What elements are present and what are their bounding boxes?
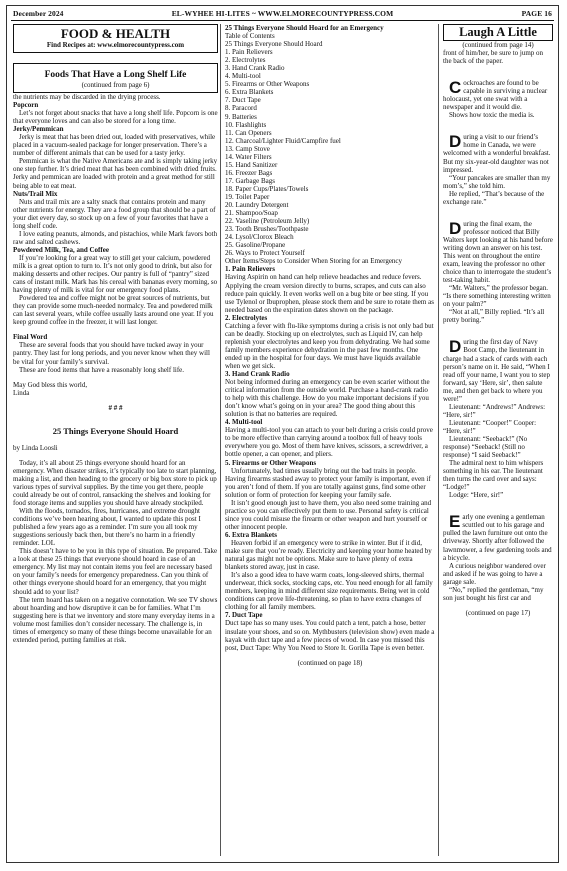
paragraph: Let’s not forget about snacks that have a long shelf life. Popcorn is one that everyone loves and can also be stored for a long time. (13, 109, 218, 126)
toc-item[interactable]: 10. Flashlights (225, 120, 267, 129)
paragraph: It’s also a good idea to have warm coats, long-sleeved shirts, thermal underwear, thick socks, stocking caps, etc. You need enough for all family members, keeping in mind different size requirements. Being wet in cold conditions can prove life-threatening, so plan to have extra changes of clothing for all family members. (225, 571, 433, 612)
article-divider: # # # (108, 403, 123, 412)
toc-item[interactable]: 14. Water Filters (225, 152, 272, 161)
paragraph: Today, it’s all about 25 things everyone should hoard for an emergency. When disaster strikes, it’s typically too late to start planning, making a list, and then heading to the grocery or big box store to pick up various types of survival supplies. By the time you get there, people could already be out of control, ransacking the shelves and looking for food storage items and supplies you should have already stockpiled. (13, 458, 217, 508)
toc-item[interactable]: 26. Ways to Protect Yourself (225, 249, 305, 258)
drop-cap: C (449, 78, 462, 98)
paragraph: Lieutenant: “Seeback!” (No response) “Seeback! (Still no response) “I said Seeback!” (443, 434, 528, 460)
paragraph: “Not at all,” Billy replied. “It’s all pretty boring.” (443, 308, 545, 325)
toc-item[interactable]: 25. Gasoline/Propane (225, 241, 286, 250)
toc-item[interactable]: 11. Can Openers (225, 128, 272, 137)
paragraph: With the floods, tornados, fires, hurricanes, and extreme drought conditions we’ve been hearing about, I wanted to update this post I published a few years ago as a reminder. I’m sure you all took my suggestions seriously back then, but there’s no harm in a friendly reminder. LOL (13, 507, 201, 548)
food-health-box (13, 24, 218, 53)
toc-item[interactable]: 13. Camp Stove (225, 144, 270, 153)
toc-item[interactable]: Other Items/Steps to Consider When Storing for an Emergency (225, 257, 403, 266)
toc-item[interactable]: 17. Garbage Bags (225, 176, 275, 185)
paragraph: Catching a fever with flu-like symptoms during a crisis is not only bad but can be deadly. Stocking up on electrolytes, such as Liquid IV, can help replenish your electrolytes and keep you from dehydrating. We had some family members experience dehydration in the past few months. One ended up in the hospital for four days. We must have liquids available when we get sick. (225, 321, 434, 370)
toc-item[interactable]: 16. Freezer Bags (225, 168, 273, 177)
drop-cap: E (449, 512, 461, 532)
hoard-article-intro (13, 426, 218, 644)
toc-item[interactable]: 15. Hand Sanitizer (225, 160, 278, 169)
toc-item[interactable]: 6. Extra Blankets (225, 88, 274, 97)
paragraph: Lodge: “Here, sir!” (449, 491, 504, 500)
paragraph: Duct tape has so many uses. You could patch a tent, patch a hose, better insulate your shoes, and so on. Mythbusters (television show) even made a kayak with duct tape and a few pieces of wood. In case you missed this post, Duct Tape: Why You Need to Store It. Gorilla Tape is even better. (225, 619, 435, 652)
article-title: 25 Things Everyone Should Hoard for an Emergency (225, 24, 384, 32)
paragraph: This doesn’t have to be you in this type of situation. Be prepared. Take a look at these 25 things that everyone should hoard in case of an emergency. My list may not contain items you feel are necessary based on your family’s needs for emergency preparedness. Can you think of other things everyone should hoard for an emergency, that you might should add to your list? (13, 547, 218, 596)
masthead: EL-WYHEE HI-LITES ~ WWW.ELMORECOUNTYPRESS.COM (171, 9, 394, 18)
paragraph: It isn’t good enough just to have them, you also need some training and practice so you can effectively put them to use. Personal safety is critical since you could misuse the firearm or other weapon and hurt yourself or other innocent people. (225, 498, 432, 531)
column-laugh (443, 24, 553, 858)
paragraph: Shows how toxic the media is. (449, 111, 535, 120)
subheading: 3. Hand Crank Radio (225, 370, 290, 379)
shelf-life-box (13, 63, 218, 93)
article-title: Foods That Have a Long Shelf Life (44, 70, 187, 80)
section-title: Laugh A Little (459, 25, 537, 39)
toc-item[interactable]: 25 Things Everyone Should Hoard (225, 40, 323, 49)
paragraph: A curious neighbor wandered over and asked if he was going to have a garage sale. (443, 561, 546, 586)
paragraph: I love eating peanuts, almonds, and pistachios, while Mark favors both raw and salted cashews. (13, 229, 218, 246)
paragraph: Jerky is meat that has been dried out, loaded with preservatives, while placed in a vacuum-sealed package for longer preservation. There’s a number of different animals that can be used for a tasty jerky. (13, 133, 216, 158)
toc-item[interactable]: 3. Hand Crank Radio (225, 64, 285, 73)
paragraph: Unfortunately, bad times usually bring out the bad traits in people. Having firearms stashed away to protect your family is important, even if you aren’t fond of them. If you are totally against guns, find some other solution or form of protection for keeping your family safe. (225, 466, 431, 499)
page-header (13, 9, 552, 20)
paragraph: “No,” replied the gentleman, “my son just bought his first car and (443, 585, 544, 602)
drop-cap: D (449, 337, 462, 357)
paragraph: Heaven forbid if an emergency were to strike in winter. But if it did, make sure that you’re ready. Electricity and keeping your home heated by natural gas might not be options. Make sure to have plenty of extra blankets stored away, just in case. (225, 539, 432, 572)
subheading: Jerky/Pemmican (13, 125, 64, 134)
subheading: Nuts/Trail Mix (13, 189, 58, 198)
toc-item[interactable]: 24. Lysol/Clorox Bleach (225, 233, 294, 242)
section-title: FOOD & HEALTH (60, 26, 171, 41)
toc-item[interactable]: 2. Electrolytes (225, 56, 266, 65)
paragraph: Nuts and trail mix are a salty snack that contains protein and many other nutrients for energy. They are a food group that should be a part of your diet every day, so stock up on a few of your favorites that have a long shelf code. (13, 197, 216, 230)
column-divider (220, 24, 221, 856)
joke (443, 79, 553, 119)
toc-item[interactable]: 9. Batteries (225, 112, 257, 121)
toc-item[interactable]: 7. Duct Tape (225, 96, 261, 105)
paragraph: Lieutenant: “Cooper!” Cooper: “Here, sir!” (443, 418, 537, 435)
page-number: PAGE 16 (521, 9, 552, 18)
recipes-link[interactable]: Find Recipes at: www.elmorecountypress.com (46, 41, 185, 49)
shelf-life-article (13, 93, 218, 426)
paragraph: front of him/her, be sure to jump on the back of the paper. (443, 49, 544, 66)
issue-date: December 2024 (13, 9, 64, 18)
paragraph: Powdered tea and coffee might not be great sources of nutrients, but they can provide some much-needed normalcy. Tea and powdered milk can last several years, while coffee usually lasts around one year. If you keep ground coffee in the freezer, it will last longer. (13, 294, 214, 327)
toc-item[interactable]: 19. Toilet Paper (225, 192, 270, 201)
subheading: 6. Extra Blankets (225, 530, 277, 539)
laugh-box (443, 24, 553, 41)
paragraph: arly one evening a gentleman scuttled out to his garage and pulled the lawn furniture out onto the driveway. Shortly after followed the lawnmower, a few gardening tools and a bicycle. (443, 513, 552, 562)
paragraph: These are food items that have a reasonably long shelf life. (19, 365, 185, 374)
continued-note: (continued from page 14) (462, 41, 534, 49)
continued-note: (continued on page 18) (297, 658, 363, 667)
paragraph: “Your pancakes are smaller than my mom’s,” she told him. (443, 173, 551, 190)
paragraph: “Mr. Walters,” the professor began. “Is there something interesting written on your palm?” (443, 284, 551, 309)
newspaper-page (6, 5, 559, 863)
subheading: Powdered Milk, Tea, and Coffee (13, 245, 109, 254)
header-rule (11, 20, 554, 21)
subheading: 5. Firearms or Other Weapons (225, 458, 317, 467)
toc-heading: Table of Contents (225, 32, 275, 41)
toc-item[interactable]: 18. Paper Cups/Plates/Towels (225, 184, 309, 193)
column-divider (438, 24, 439, 856)
toc-item[interactable]: 12. Charcoal/Lighter Fluid/Campfire fuel (225, 136, 341, 145)
subheading: Final Word (13, 333, 48, 342)
paragraph: Having a multi-tool you can attach to your belt during a crisis could prove to be more effective than carrying around a toolbox full of heavy tools everywhere you go. Most of them have knives, scissors, a screwdriver, a bottle opener, a can opener, and pliers. (225, 426, 433, 459)
paragraph: Pemmican is what the Native Americans ate and is simply taking jerky one step further. It’s dried meat that has been combined with dried fruits. Jerky and pemmican are loaded with protein and a great method for still being able to eat meat. (13, 157, 218, 190)
joke (443, 133, 553, 205)
paragraph: the nutrients may be discarded in the drying process. (13, 93, 161, 101)
paragraph: These are several foods that you should have tucked away in your pantry. They last for long periods, and you never know when they will be vital for your family’s survival. (13, 341, 210, 366)
drop-cap: D (449, 132, 462, 152)
signoff-name: Linda (13, 388, 30, 397)
continued-note: (continued on page 17) (465, 608, 531, 617)
paragraph: The term hoard has taken on a negative connotation. We see TV shows about hoarding and how disruptive it can be for families. What I’m suggesting here is that we inventory and store many everyday items in a volume most families don’t consider necessary. The challenge is, in times of emergency so many of these things become unavailable for an extended period, putting families at risk. (13, 595, 218, 644)
signoff: May God bless this world, (13, 380, 88, 389)
toc-item[interactable]: 23. Tooth Brushes/Toothpaste (225, 225, 309, 234)
joke (443, 338, 553, 499)
toc-item[interactable]: 4. Multi-tool (225, 72, 261, 81)
paragraph: He replied, “That’s because of the exchange rate.” (443, 189, 545, 206)
toc-item[interactable]: 1. Pain Relievers (225, 48, 273, 57)
subheading: 2. Electrolytes (225, 313, 268, 322)
column-hoard-list (225, 24, 435, 858)
table-of-contents (225, 40, 435, 265)
article-title: 25 Things Everyone Should Hoard (52, 425, 179, 436)
paragraph: ockroaches are found to be capable in surviving a nuclear holocaust, yet one swat with a newspaper and it would die. (443, 79, 548, 112)
paragraph: Having Aspirin on hand can help relieve headaches and reduce fevers. Applying the cream version directly to burns, scrapes, and cuts can also reduce pain quickly. It even works well on a bug bite or bee sting. If you use Tylenol or Ibuprophen, please stock them and be sure to rotate them as needed based on the expiration dates shown on the package. (225, 273, 434, 314)
toc-item[interactable]: 21. Shampoo/Soap (225, 209, 278, 218)
paragraph: The admiral next to him whispers something in his ear. The lieutenant then turns the card over and says: “Lodge!” (443, 459, 544, 492)
subheading: 1. Pain Relievers (225, 265, 275, 274)
paragraph: Lieutenant: “Andrews!” Andrews: “Here, sir!” (443, 402, 546, 419)
paragraph: uring a visit to our friend’s home in Canada, we were welcomed with a wonderful breakfast. But my six-year-old daughter was not impressed. (443, 133, 551, 174)
joke (443, 220, 553, 325)
toc-item[interactable]: 5. Firearms or Other Weapons (225, 80, 310, 89)
subheading: Popcorn (13, 101, 39, 110)
drop-cap: D (449, 218, 462, 238)
joke (443, 513, 553, 602)
subheading: 7. Duct Tape (225, 611, 263, 620)
byline: by Linda Loosli (13, 443, 58, 452)
toc-item[interactable]: 8. Paracord (225, 104, 257, 113)
column-food-health (13, 24, 218, 858)
paragraph: uring the final exam, the professor noticed that Billy Walters kept looking at his hand before writing down an answer on his test. This went on throughout the entire exam, leaving the professor no other choice than to interrogate the student’s test-taking habit. (443, 219, 553, 285)
subheading: 4. Multi-tool (225, 418, 263, 427)
paragraph: If you’re looking for a great way to still get your calcium, powdered milk is a great option to turn to. It’s not only good to drink, but also for making desserts and other recipes. Our pantry is full of “pantry” sized cans of instant milk. Mark has his cereal with bananas every morning, so having plenty of milk is vital for our emergency food plans. (13, 253, 218, 295)
toc-item[interactable]: 20. Laundry Detergent (225, 201, 289, 210)
paragraph: uring the first day of Navy Boot Camp, the lieutenant in charge had a stack of cards with each person’s name on it. He said, “When I read off your name, I want you to step forward, say ‘Here, sir’, then salute me, and then get back to where you were!” (443, 338, 550, 403)
continued-note: (continued from page 6) (81, 81, 150, 89)
toc-item[interactable]: 22. Vaseline (Petroleum Jelly) (225, 217, 310, 226)
paragraph: Not being informed during an emergency can be even scarier without the critical information from the outside world. Purchase a hand-crank radio to help with this challenge. How do you make important decisions if you don’t know what’s going on in your area? The good thing about this solution is that no batteries are required. (225, 378, 430, 419)
